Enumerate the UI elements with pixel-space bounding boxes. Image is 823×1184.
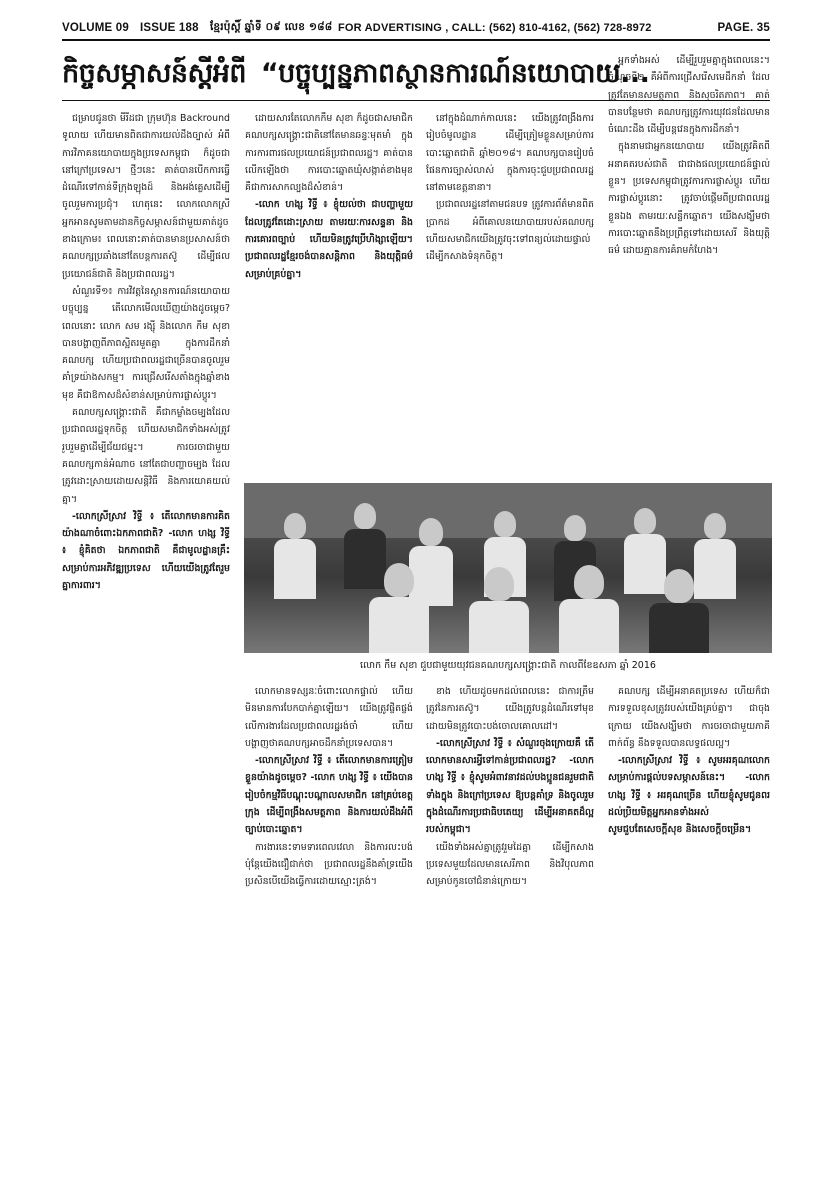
masthead bbox=[62, 18, 770, 38]
paragraph: -លោក ហង្ស វិទ្ធី ៖ ខ្ញុំយល់ថា ជាបញ្ហាមួយដែលត្រូវតែដោះស្រាយ តាមរយៈការសន្ទនា និងការគោរពច្បាប់ ហើយមិនត្រូវប្រើហិង្សាឡើយ។ ប្រជាពលរដ្ឋខ្មែរចង់បានសន្តិភាព និងយុត្តិធម៌ សម្រាប់គ្រប់គ្នា។ bbox=[245, 199, 413, 280]
paragraph: ក្នុងនាមជាអ្នកនយោបាយ យើងត្រូវគិតពីអនាគតរបស់ជាតិ ជាជាងផលប្រយោជន៍ផ្ទាល់ខ្លួន។ ប្រទេសកម្ពុជាត្រូវការការផ្លាស់ប្តូរ ហើយការផ្លាស់ប្តូរនោះ ត្រូវចាប់ផ្តើមពីប្រជាពលរដ្ឋខ្លួនឯង តាមរយៈសន្លឹកឆ្នោត។ យើងសង្ឃឹមថា ការបោះឆ្នោតនឹងប្រព្រឹត្តទៅដោយសេរី និងយុត្តិធម៌ ដោយគ្មានការគំរាមកំហែង។ bbox=[608, 141, 770, 257]
photo-figure bbox=[419, 518, 443, 546]
photo-figure bbox=[484, 567, 514, 601]
photo-figure bbox=[469, 601, 529, 653]
photo-figure bbox=[369, 597, 429, 653]
photo-figure bbox=[694, 539, 736, 599]
issue-label: ISSUE 188 bbox=[140, 22, 199, 34]
photo-caption: លោក កឹម សុខា ជួបជាមួយយុវជនគណបក្សសង្គ្រោះជាតិ កាលពីខែឧសភា ឆ្នាំ 2016 bbox=[360, 660, 656, 671]
paragraph: អ្នកទាំងអស់ ដើម្បីរួបរួមគ្នាក្នុងពេលនេះ។ ចំណុចទី២ គឺអំពីការជ្រើសរើសមេដឹកនាំ ដែលត្រូវតែមានសមត្ថភាព និងសុចរិតភាព។ គាត់បានបន្ថែមថា គណបក្សត្រូវការយុវជនដែលមានចំណេះដឹង ដើម្បីបន្តវេនក្នុងការដឹកនាំ។ bbox=[608, 55, 770, 136]
photo-figure bbox=[634, 508, 656, 534]
photo-figure bbox=[564, 515, 586, 541]
paragraph: ការងារនេះទាមទារពេលវេលា និងការលះបង់ ប៉ុន្តែយើងជឿជាក់ថា ប្រជាពលរដ្ឋនឹងគាំទ្រយើង ប្រសិនបើយើងធ្វើការដោយស្មោះត្រង់។ bbox=[245, 841, 413, 888]
photo-figure bbox=[624, 534, 666, 594]
photo-figure bbox=[704, 513, 726, 539]
photo-figure bbox=[354, 503, 376, 529]
article-column-2 bbox=[245, 110, 413, 480]
paragraph: -លោកស្រីស្រាវ វិទ្ធី ៖ តើលោកមានការគិតយ៉ាងណាចំពោះឯកភាពជាតិ? -លោក ហង្ស វិទ្ធី ៖ ខ្ញុំគិតថា ឯកភាពជាតិ គឺជាមូលដ្ឋានគ្រឹះ សម្រាប់ការអភិវឌ្ឍប្រទេស ហើយយើងត្រូវតែរួមគ្នាការពារ។ bbox=[62, 510, 230, 592]
paragraph: នៅក្នុងដំណាក់កាលនេះ យើងត្រូវពង្រឹងការរៀបចំមូលដ្ឋាន ដើម្បីត្រៀមខ្លួនសម្រាប់ការបោះឆ្នោតជាតិ ឆ្នាំ២០១៨។ គណបក្សបានរៀបចំផែនការច្បាស់លាស់ ក្នុងការចុះជួបប្រជាពលរដ្ឋនៅតាមខេត្តនានា។ bbox=[426, 113, 594, 194]
photo-figure bbox=[649, 603, 709, 653]
article-column-4 bbox=[608, 52, 770, 492]
paragraph: គណបក្សសង្គ្រោះជាតិ គឺជាកម្លាំងចម្បងដែលប្រជាពលរដ្ឋទុកចិត្ត ហើយសមាជិកទាំងអស់ត្រូវរួបរួមគ្នាដើម្បីជ័យជម្នះ។ ការចរចាជាមួយគណបក្សកាន់អំណាច នៅតែជាបញ្ហាចម្បង ដែលត្រូវដោះស្រាយដោយសន្តិវិធី និងការយោគយល់គ្នា។ bbox=[62, 407, 230, 505]
header-rule bbox=[62, 39, 770, 41]
photo-figure bbox=[559, 599, 619, 653]
paragraph: យើងទាំងអស់គ្នាត្រូវរួមដៃគ្នា ដើម្បីកសាងប្រទេសមួយដែលមានសេរីភាព និងវិបុលភាព សម្រាប់កូនចៅជំនាន់ក្រោយ។ bbox=[426, 841, 594, 888]
photo-figure bbox=[574, 565, 604, 599]
article-column-3 bbox=[426, 110, 594, 480]
paragraph: ដោយសារតែលោកកឹម សុខា ក៏ដូចជាសមាជិកគណបក្សសង្គ្រោះជាតិនៅតែមានឆន្ទៈមុតមាំ ក្នុងការការពារផលប្រយោជន៍ប្រជាពលរដ្ឋ។ គាត់បានលើកឡើងថា ការបោះឆ្នោតឃុំសង្កាត់ខាងមុខ គឺជាការសាកល្បងដ៏សំខាន់។ bbox=[245, 113, 413, 194]
paragraph: សំណួរទី១៖ ការវិវត្តនៃស្ថានការណ៍នយោបាយបច្ចុប្បន្ន តើលោកមើលឃើញយ៉ាងដូចម្តេច? ពេលនោះ លោក សម រង្ស៊ី និងលោក កឹម សុខា បានបង្ហាញពីភាពស្អិតរមួតគ្នា ក្នុងការដឹកនាំគណបក្ស ហើយប្រជាពលរដ្ឋជាច្រើនបានចូលរួមគាំទ្រយ៉ាងសកម្ម។ ការជ្រើសរើសតាំងក្នុងឆ្នាំខាងមុខ គឺជាឱកាសដ៏សំខាន់សម្រាប់ការផ្លាស់ប្តូរ។ bbox=[62, 285, 230, 401]
photo-figure bbox=[384, 563, 414, 597]
volume-label: VOLUME 09 bbox=[62, 22, 129, 34]
article-column-3-continued bbox=[426, 683, 594, 1173]
article-column-4-continued bbox=[608, 683, 770, 1173]
khmer-issue-label: ខ្មែរប៉ុស្តិ៍ ឆ្នាំទី ០៩ លេខ ១៨៨ bbox=[210, 20, 333, 33]
paragraph: ជម្រាបជូនថា មីរីដជា ក្រុមហ៊ុន Backround ទូលាយ ហើយមានពិតជាការយល់ដឹងច្បាស់ អំពីការវិភាគនយោបាយក្នុងប្រទេសកម្ពុជា ក៏ដូចជានៅក្រៅប្រទេស។ ថ្មីៗនេះ គាត់បានបើកការធ្វើដំណើរទៅកាន់ទីក្រុងឡុងដ៍ និងអង់គ្លេសដើម្បីចូលរួមការប្រជុំ។ ហេតុនេះ លោកលោកស្រីអ្នកអានសូមតាមដានកិច្ចសម្ភាសន៍ជាមួយគាត់ដូចខាងក្រោម៖ ពេលនោះគាត់បានមានប្រសាសន៍ថា គណបក្សប្រឆាំងនៅតែបន្តការតស៊ូ ដើម្បីផលប្រយោជន៍ជាតិ និងប្រជាពលរដ្ឋ។ bbox=[62, 113, 230, 280]
article-column-2-continued bbox=[245, 683, 413, 1173]
headline-left: កិច្ចសម្ភាសន៍ស្តីអំពី bbox=[62, 58, 247, 89]
paragraph: គណបក្ស ដើម្បីអនាគតប្រទេស ហើយក៏ជាការទទួលខុសត្រូវរបស់យើងគ្រប់គ្នា។ ជាចុងក្រោយ យើងសង្ឃឹមថា ការចរចាជាមួយភាគីពាក់ព័ន្ធ នឹងទទួលបានលទ្ធផលល្អ។ bbox=[608, 686, 770, 749]
article-photo bbox=[244, 483, 772, 653]
article-column-1 bbox=[62, 110, 230, 1170]
photo-figure bbox=[284, 513, 306, 539]
photo-figure bbox=[344, 529, 386, 589]
photo-figure bbox=[274, 539, 316, 599]
paragraph: ខាង ហើយដូចមកដល់ពេលនេះ ជាការត្រឹមត្រូវនៃការតស៊ូ។ យើងត្រូវបន្តដំណើរទៅមុខ ដោយមិនត្រូវបោះបង់ចោលគោលដៅ។ bbox=[426, 686, 594, 732]
paragraph: -លោកស្រីស្រាវ វិទ្ធី ៖ សូមអរគុណលោកសម្រាប់ការផ្តល់បទសម្ភាសន៍នេះ។ -លោក ហង្ស វិទ្ធី ៖ អរគុណច្រើន ហើយខ្ញុំសូមជូនពរដល់ប្រិយមិត្តអ្នកអានទាំងអស់ សូមជួបតែសេចក្តីសុខ និងសេចក្តីចម្រើន។ bbox=[608, 755, 770, 836]
paragraph: -លោកស្រីស្រាវ វិទ្ធី ៖ តើលោកមានការត្រៀមខ្លួនយ៉ាងដូចម្តេច? -លោក ហង្ស វិទ្ធី ៖ យើងបានរៀបចំកម្មវិធីបណ្តុះបណ្តាលសមាជិក នៅគ្រប់ខេត្តក្រុង ដើម្បីពង្រឹងសមត្ថភាព និងការយល់ដឹងអំពីច្បាប់បោះឆ្នោត។ bbox=[245, 755, 413, 836]
page-number: PAGE. 35 bbox=[717, 22, 770, 34]
advertising-contact: FOR ADVERTISING , CALL: (562) 810-4162, (562) 728-8972 bbox=[338, 22, 652, 34]
paragraph: -លោកស្រីស្រាវ វិទ្ធី ៖ សំណួរចុងក្រោយគឺ តើលោកមានសារអ្វីទៅកាន់ប្រជាពលរដ្ឋ? -លោក ហង្ស វិទ្ធី ៖ ខ្ញុំសូមអំពាវនាវដល់បងប្អូនជនរួមជាតិ ទាំងក្នុង និងក្រៅប្រទេស ឱ្យបន្តគាំទ្រ និងចូលរួមក្នុងដំណើរការប្រជាធិបតេយ្យ ដើម្បីអនាគតដ៏ល្អរបស់កម្ពុជា។ bbox=[426, 737, 594, 836]
photo-figure bbox=[664, 569, 694, 603]
paragraph: លោកមានទស្សនៈចំពោះលោកផ្ទាល់ ហើយមិនមានការបែកបាក់គ្នាឡើយ។ យើងត្រូវផ្ចិតផ្ចង់លើការងារដែលប្រជាពលរដ្ឋរង់ចាំ ហើយបង្ហាញថាគណបក្សអាចដឹកនាំប្រទេសបាន។ bbox=[245, 686, 413, 749]
paragraph: ប្រជាពលរដ្ឋនៅតាមជនបទ ត្រូវការព័ត៌មានពិតប្រាកដ អំពីគោលនយោបាយរបស់គណបក្ស ហើយសមាជិកយើងត្រូវចុះទៅពន្យល់ដោយផ្ទាល់ ដើម្បីកសាងទំនុកចិត្ត។ bbox=[426, 199, 594, 263]
headline-right: “បច្ចុប្បន្នភាពស្ថានការណ៍នយោបាយ... bbox=[260, 58, 650, 89]
photo-figure bbox=[494, 511, 516, 537]
